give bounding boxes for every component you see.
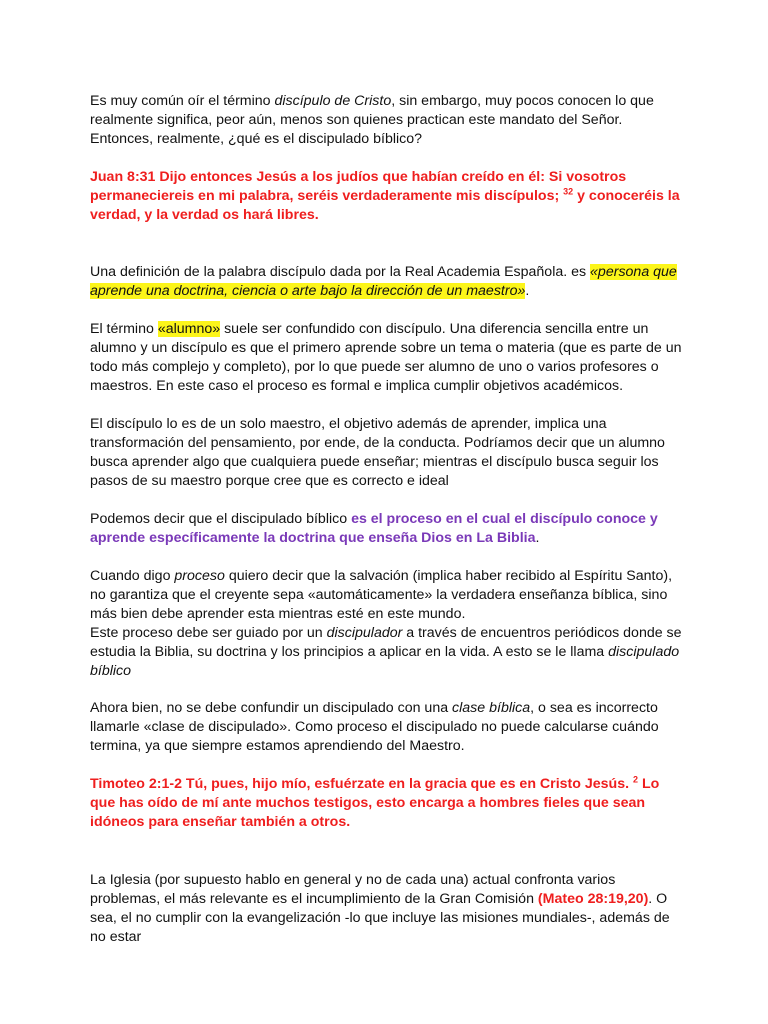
- process-text-3: Este proceso debe ser guiado por un: [90, 625, 327, 641]
- church-text-2: . O sea, el no cumplir con la evangelización -lo que incluye las misiones mundiales-, además de no estar: [90, 891, 670, 945]
- definition-highlight: «persona que aprende una doctrina, ciencia o arte bajo la dirección de un maestro»: [90, 264, 677, 299]
- class-italic: clase bíblica: [452, 700, 531, 716]
- verse-reference: Timoteo 2:1-2: [90, 776, 182, 792]
- definition-paragraph: [90, 263, 688, 301]
- class-text-2: , o sea es incorrecto llamarle «clase de discipulado». Como proceso el discipulado no puede calcularse cuándo termina, ya que siempre estamos aprendiendo del Maestro.: [90, 700, 659, 754]
- intro-paragraph: [90, 92, 688, 149]
- intro-text-2: , sin embargo, muy pocos conocen lo que realmente significa, peor aún, menos son quienes practican este mandato del Señor. Entonces, realmente, ¿qué es el discipulado bíblico?: [90, 93, 654, 147]
- discipulado-biblico-italic: discipulado bíblico: [90, 644, 680, 679]
- alumno-text-2: suele ser confundido con discípulo. Una diferencia sencilla entre un alumno y un discípulo es que el primero aprende sobre un tema o materia (que es parte de un todo más complejo y completo), por lo que puede ser alumno de uno o varios profesores o maestros. En este caso el proceso es formal e implica cumplir objetivos académicos.: [90, 321, 682, 394]
- mateo-reference: (Mateo 28:19,20): [537, 891, 649, 907]
- discipleship-end: .: [535, 530, 540, 546]
- church-paragraph: [90, 871, 688, 947]
- definition-text: Una definición de la palabra discípulo dada por la Real Academia Española. es: [90, 264, 591, 280]
- verse-reference: Juan 8:31: [90, 169, 156, 185]
- verse-juan-8-31: [90, 168, 688, 225]
- verse-text-1: Dijo entonces Jesús a los judíos que habían creído en él: Si vosotros permaneciereis en mi palabra, seréis verdaderamente mis discípulos;: [90, 169, 627, 204]
- definition-end: .: [525, 283, 530, 299]
- process-text-2: quiero decir que la salvación (implica haber recibido al Espíritu Santo), no garantiza que el creyente sepa «automáticamente» la verdadera enseñanza bíblica, sino más bien debe aprender esta mientras esté en este mundo.: [90, 568, 673, 622]
- intro-text-1: Es muy común oír el término: [90, 93, 275, 109]
- process-text-1: Cuando digo: [90, 568, 175, 584]
- verse-text-2: Lo que has oído de mí ante muchos testigos, esto encarga a hombres fieles que sean idóneos para enseñar también a otros.: [90, 776, 660, 830]
- disciple-paragraph: El discípulo lo es de un solo maestro, el objetivo además de aprender, implica una transformación del pensamiento, por ende, de la conducta. Podríamos decir que un alumno busca aprender algo que cualquiera puede enseñar; mientras el discípulo busca seguir los pasos de su maestro porque cree que es correcto e ideal: [90, 416, 665, 489]
- verse-timoteo-2-1-2: [90, 775, 688, 832]
- verse-number: 32: [563, 186, 574, 197]
- alumno-paragraph: [90, 320, 688, 396]
- verse-text-2: y conoceréis la verdad, y la verdad os hará libres.: [90, 188, 680, 223]
- class-text-1: Ahora bien, no se debe confundir un discipulado con una: [90, 700, 453, 716]
- process-italic: proceso: [174, 568, 225, 584]
- church-text-1: La Iglesia (por supuesto hablo en general y no de cada una) actual confronta varios problemas, el más relevante es el incumplimiento de la Gran Comisión: [90, 872, 616, 907]
- alumno-text-1: El término: [90, 321, 158, 337]
- alumno-highlight: «alumno»: [157, 321, 221, 337]
- process-paragraph: [90, 567, 688, 681]
- verse-text-1: Tú, pues, hijo mío, esfuérzate en la gracia que es en Cristo Jesús.: [181, 776, 633, 792]
- intro-italic-term: discípulo de Cristo: [274, 93, 392, 109]
- class-paragraph: [90, 699, 688, 756]
- verse-number: 2: [632, 774, 638, 785]
- discipleship-text-1: Podemos decir que el discipulado bíblico: [90, 511, 352, 527]
- discipulador-italic: discipulador: [326, 625, 403, 641]
- discipleship-emphasis: es el proceso en el cual el discípulo conoce y aprende específicamente la doctrina que enseña Dios en La Biblia: [90, 511, 658, 546]
- discipleship-definition-paragraph: [90, 510, 688, 548]
- process-text-4: a través de encuentros periódicos donde se estudia la Biblia, su doctrina y los principios a aplicar en la vida. A esto se le llama: [90, 625, 682, 660]
